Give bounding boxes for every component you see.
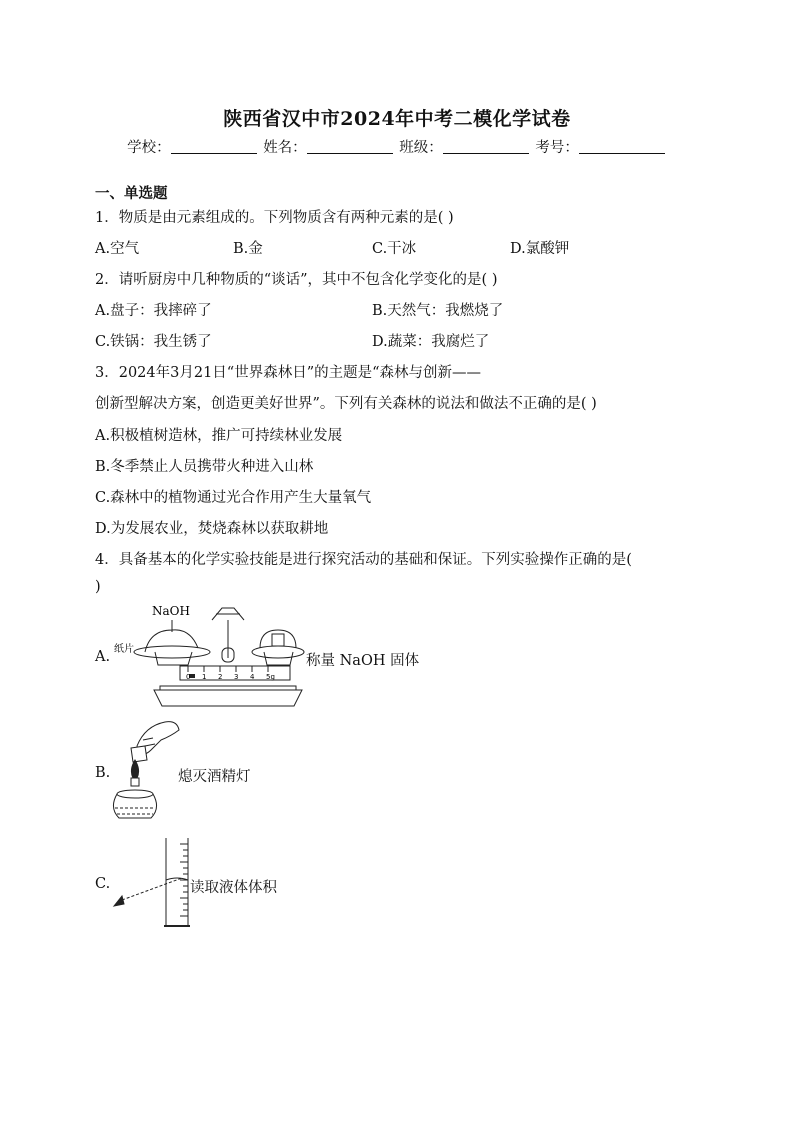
tick-label: 3 [234,673,239,681]
q3-option-c: C.森林中的植物通过光合作用产生大量氧气 [95,490,372,506]
tick-label: 2 [218,673,223,681]
q4-option-a-letter: A. [95,649,111,665]
q4-option-c-letter: C. [95,876,111,892]
q3-stem-line1: 3．2024年3月21日“世界森林日”的主题是“森林与创新—— [95,365,482,381]
q4-stem-line2: ) [95,579,101,595]
q4-option-b-letter: B. [95,765,111,781]
school-blank[interactable] [171,138,257,154]
class-blank[interactable] [443,138,529,154]
q2-option-c: C.铁锅：我生锈了 [95,334,212,350]
q3-stem-line2: 创新型解决方案，创造更美好世界”。下列有关森林的说法和做法不正确的是( ) [95,396,597,412]
tick-label: 5g [266,673,275,681]
q3-option-d: D.为发展农业，焚烧森林以获取耕地 [95,521,329,537]
q4-option-c-caption: 读取液体体积 [190,880,277,896]
q3-option-b: B.冬季禁止人员携带火种进入山林 [95,459,314,475]
graduated-cylinder-figure [108,836,192,932]
alcohol-lamp-figure [105,716,185,828]
q1-option-a: A.空气 [95,241,140,257]
number-label: 考号： [535,140,579,156]
q2-stem: 2．请听厨房中几种物质的“谈话”，其中不包含化学变化的是( ) [95,272,498,288]
q4-option-b-caption: 熄灭酒精灯 [178,769,251,785]
q3-option-a: A.积极植树造林，推广可持续林业发展 [95,428,343,444]
q2-option-d: D.蔬菜：我腐烂了 [372,334,490,350]
name-label: 姓名： [263,140,307,156]
q4-stem-line1: 4．具备基本的化学实验技能是进行探究活动的基础和保证。下列实验操作正确的是( [95,552,632,568]
school-label: 学校： [127,140,171,156]
tick-label: 0 [186,673,191,681]
name-blank[interactable] [307,138,393,154]
tick-label: 1 [202,673,207,681]
q1-option-c: C.干冰 [372,241,417,257]
balance-scale-figure [110,600,310,710]
q2-option-b: B.天然气：我燃烧了 [372,303,504,319]
class-label: 班级： [399,140,443,156]
q2-option-a: A.盘子：我摔碎了 [95,303,212,319]
q4-option-a-caption: 称量 NaOH 固体 [306,653,420,669]
q1-option-b: B.金 [233,241,263,257]
q1-option-d: D.氯酸钾 [510,241,570,257]
student-info-line [0,136,794,157]
q1-stem: 1．物质是由元素组成的。下列物质含有两种元素的是( ) [95,210,454,226]
paper-label: 纸片 [114,644,134,655]
page-title: 陕西省汉中市2024年中考二模化学试卷 [223,108,571,130]
naoh-label: NaOH [152,604,190,618]
tick-label: 4 [250,673,255,681]
number-blank[interactable] [579,138,665,154]
section-heading: 一、单选题 [95,185,168,202]
